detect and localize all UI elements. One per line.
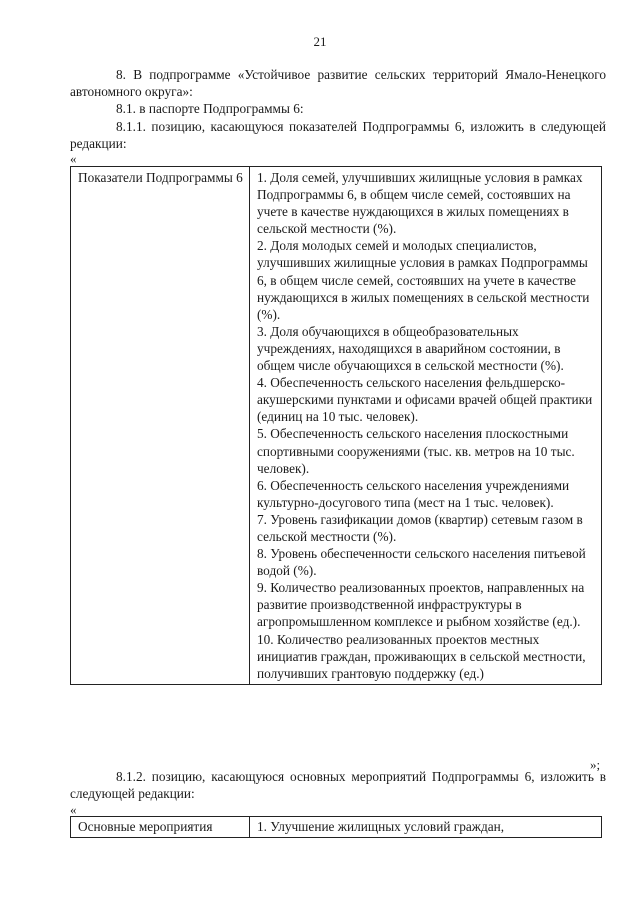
main-activities-value: 1. Улучшение жилищных условий граждан, — [257, 819, 505, 834]
main-activities-row — [71, 817, 602, 838]
indicators-list-cell — [250, 167, 602, 685]
closing-quote-1: »; — [590, 757, 601, 772]
indicator-item: 4. Обеспеченность сельского населения фельдшерско-акушерскими пунктами и офисами врачей общей практики (единиц на 10 тыс. человек). — [257, 375, 593, 425]
indicator-item: 1. Доля семей, улучшивших жилищные условия в рамках Подпрограммы 6, в общем числе семей, состоявших на учете в качестве нуждающихся в жилых помещениях в сельской местности (%). — [257, 170, 583, 237]
indicator-item: 7. Уровень газификации домов (квартир) сетевым газом в сельской местности (%). — [257, 511, 583, 544]
opening-quote-2: « — [70, 802, 77, 817]
indicator-item: 6. Обеспеченность сельского населения учреждениями культурно-досугового типа (мест на 1 тыс. человек). — [257, 477, 570, 510]
main-activities-table — [70, 816, 602, 838]
indicator-item: 8. Уровень обеспеченности сельского населения питьевой водой (%). — [257, 546, 586, 579]
paragraph-8-1-2: 8.1.2. позицию, касающуюся основных мероприятий Подпрограммы 6, изложить в следующей редакции: — [70, 769, 606, 801]
paragraph-8-1-1: 8.1.1. позицию, касающуюся показателей Подпрограммы 6, изложить в следующей редакции: — [70, 119, 606, 151]
indicator-item: 9. Количество реализованных проектов, направленных на развитие производственной инфраструктуры в агропромышленном комплексе и рыбном хозяйстве (ед.). — [257, 580, 585, 630]
indicator-item: 5. Обеспеченность сельского населения плоскостными спортивными сооружениями (тыс. кв. метров на 10 тыс. человек). — [257, 426, 575, 476]
paragraph-8-1: 8.1. в паспорте Подпрограммы 6: — [116, 101, 304, 116]
indicators-label: Показатели Подпрограммы 6 — [78, 170, 243, 185]
opening-quote-1: « — [70, 151, 77, 166]
indicators-row — [71, 167, 602, 685]
page-number: 21 — [313, 34, 327, 49]
indicator-item: 2. Доля молодых семей и молодых специалистов, улучшивших жилищные условия в рамках Подпрограммы 6, в общем числе семей, состоявших на учете в качестве нуждающихся в жилых помещениях в сельской местности (%). — [257, 238, 590, 322]
main-activities-label: Основные мероприятия — [78, 819, 213, 834]
indicators-table — [70, 166, 602, 685]
indicator-item: 3. Доля обучающихся в общеобразовательных учреждениях, находящихся в аварийном состоянии, в общем числе обучающихся в сельской местности (%). — [257, 323, 564, 374]
paragraph-8: 8. В подпрограмме «Устойчивое развитие сельских территорий Ямало-Ненецкого автономного округа»: — [70, 67, 606, 99]
indicator-item: 10. Количество реализованных проектов местных инициатив граждан, проживающих в сельской местности, получивших грантовую поддержку (ед.) — [257, 631, 586, 681]
main-activities-value-cell — [250, 817, 602, 838]
indicators-label-cell — [71, 167, 250, 685]
main-activities-label-cell — [71, 817, 250, 838]
